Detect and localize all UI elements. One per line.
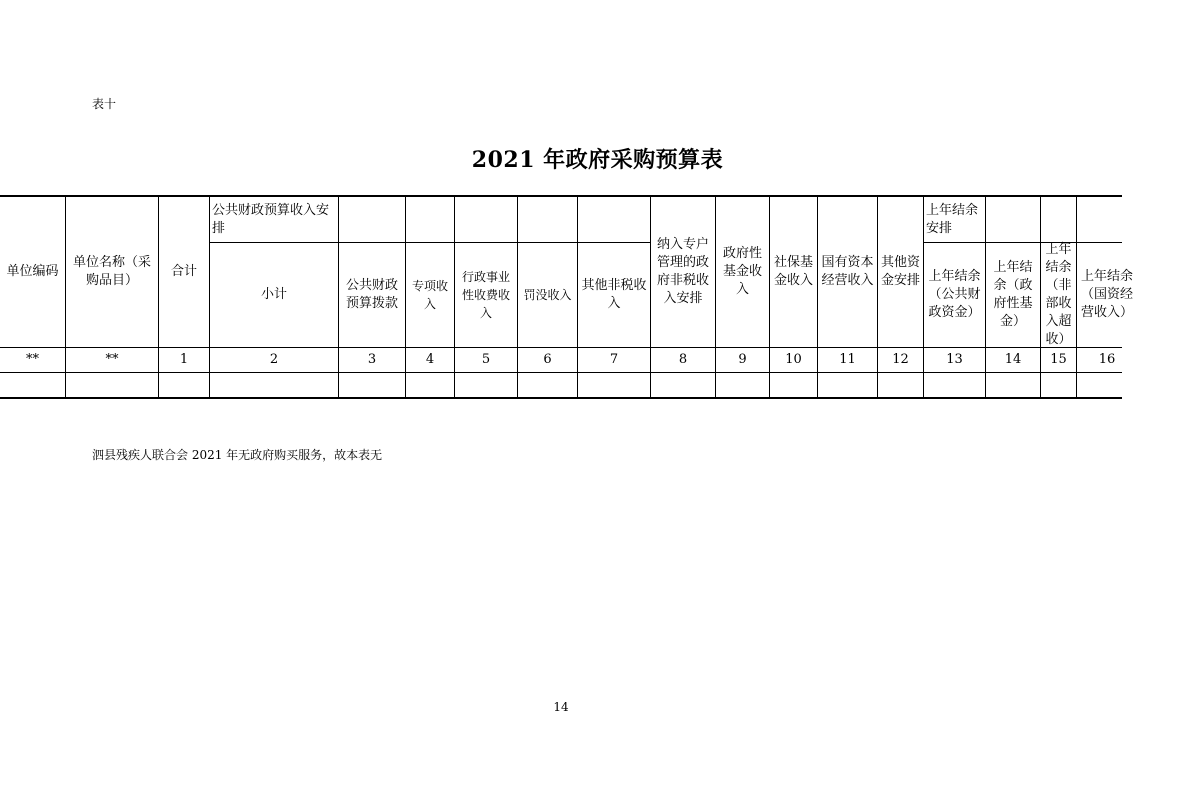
header-carryover-public: 上年结余（公共财政资金） — [928, 269, 981, 320]
index-cell: 11 — [839, 352, 856, 367]
header-admin-fee-income: 行政事业性收费收入 — [461, 270, 510, 320]
header-fine-income: 罚没收入 — [523, 288, 572, 302]
note-text: 泗县残疾人联合会 2021 年无政府购买服务，故本表无 — [92, 448, 383, 462]
index-cell: ** — [26, 352, 39, 367]
header-unit-name: 单位名称（采购品目） — [72, 255, 151, 288]
header-unit-code: 单位编码 — [6, 264, 59, 279]
header-other-funds: 其他资金安排 — [880, 255, 920, 288]
index-cell: 12 — [892, 352, 909, 367]
index-cell: 6 — [543, 352, 552, 367]
page-title: 2021 年政府采购预算表 — [471, 147, 724, 173]
index-cell: 8 — [678, 352, 688, 367]
header-special-mgmt-non-tax: 纳入专户管理的政府非税收入安排 — [656, 237, 709, 306]
index-cell: 9 — [738, 352, 747, 367]
index-cell: 15 — [1050, 352, 1067, 367]
index-cell: ** — [105, 352, 119, 367]
index-cell: 10 — [785, 352, 802, 367]
index-cell: 4 — [425, 352, 435, 367]
header-public-finance-allocation: 公共财政预算拨款 — [345, 278, 398, 311]
header-other-non-tax: 其他非税收入 — [581, 278, 647, 311]
header-carryover-gov-fund: 上年结余（政府性基金） — [993, 260, 1033, 329]
index-cell: 14 — [1004, 352, 1022, 367]
index-cell: 3 — [367, 352, 377, 367]
index-cell: 7 — [609, 352, 619, 367]
header-state-capital-income: 国有资本经营收入 — [821, 255, 874, 288]
page-number: 14 — [553, 700, 569, 714]
table-label: 表十 — [92, 97, 117, 111]
header-carryover-state-capital: 上年结余（国资经营收入） — [1080, 269, 1133, 320]
header-social-fund-income: 社保基金收入 — [773, 255, 813, 288]
index-cell: 1 — [179, 352, 189, 367]
header-subtotal: 小计 — [260, 287, 287, 302]
row-divider — [0, 372, 1122, 373]
header-gov-fund-income: 政府性基金收入 — [722, 246, 762, 297]
index-cell: 16 — [1098, 352, 1116, 367]
header-public-finance-group: 公共财政预算收入安排 — [212, 202, 330, 236]
index-cell: 5 — [481, 352, 491, 367]
header-carryover-non-tax: 上年结余（非部收入超收） — [1045, 242, 1072, 347]
header-carryover-group: 上年结余安排 — [926, 202, 979, 236]
header-total: 合计 — [170, 264, 197, 279]
table-border-bottom — [0, 397, 1122, 399]
header-special-income: 专项收入 — [411, 279, 448, 311]
index-cell: 13 — [946, 352, 963, 367]
budget-table — [0, 195, 1133, 400]
index-cell: 2 — [269, 352, 279, 367]
